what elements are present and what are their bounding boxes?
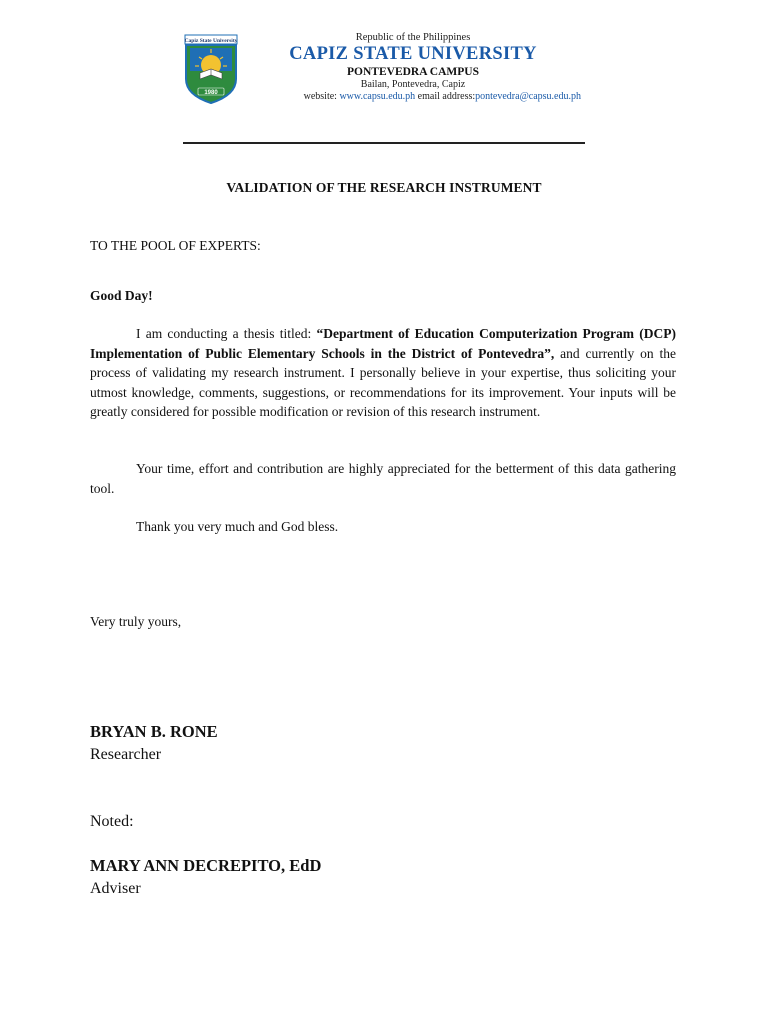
noted-label: Noted:: [90, 813, 134, 830]
email-label: email address:: [415, 91, 476, 102]
greeting: Good Day!: [90, 288, 153, 303]
adviser-role: Adviser: [90, 880, 141, 897]
campus-name: PONTEVEDRA CAMPUS: [347, 66, 479, 78]
website-link[interactable]: www.capsu.edu.ph: [339, 91, 416, 102]
thesis-title: “Department of Education Computerization Program (DCP) Implementation of Public Elementary Schools in the District of Pontevedra”,: [90, 326, 676, 361]
document-title: VALIDATION OF THE RESEARCH INSTRUMENT: [226, 180, 542, 195]
contact-line: [243, 91, 583, 102]
paragraph-1-rest: and currently on the process of validating my research instrument. I personally believe in your expertise, thus soliciting your utmost knowledge, comments, suggestions, or recommendations for its improvement. Your inputs will be greatly considered for possible modification or revision of this research instrument.: [90, 345, 677, 419]
salutation: TO THE POOL OF EXPERTS:: [90, 238, 261, 253]
paragraph-3: Thank you very much and God bless.: [136, 519, 339, 534]
researcher-role: Researcher: [90, 746, 162, 763]
republic-line: Republic of the Philippines: [355, 32, 471, 43]
campus-address: Bailan, Pontevedra, Capiz: [360, 79, 466, 90]
researcher-name: BRYAN B. RONE: [90, 722, 218, 741]
letterhead: [183, 30, 585, 114]
adviser-name: MARY ANN DECREPITO, EdD: [90, 856, 322, 875]
paragraph-2: Your time, effort and contribution are highly appreciated for the betterment of this data gathering tool.: [90, 461, 676, 496]
closing: Very truly yours,: [90, 614, 182, 629]
seal-text: Capiz State University: [184, 38, 238, 44]
letterhead-divider: [183, 142, 585, 144]
university-name: CAPIZ STATE UNIVERSITY: [289, 44, 537, 64]
university-seal-logo: [183, 33, 239, 105]
paragraph-1-lead: I am conducting a thesis titled:: [136, 326, 317, 341]
seal-year: 1980: [204, 90, 218, 96]
letterhead-text: [243, 30, 583, 102]
email-link[interactable]: pontevedra@capsu.edu.ph: [475, 91, 581, 102]
paragraph-1: [90, 324, 676, 422]
website-label: website:: [303, 91, 340, 102]
